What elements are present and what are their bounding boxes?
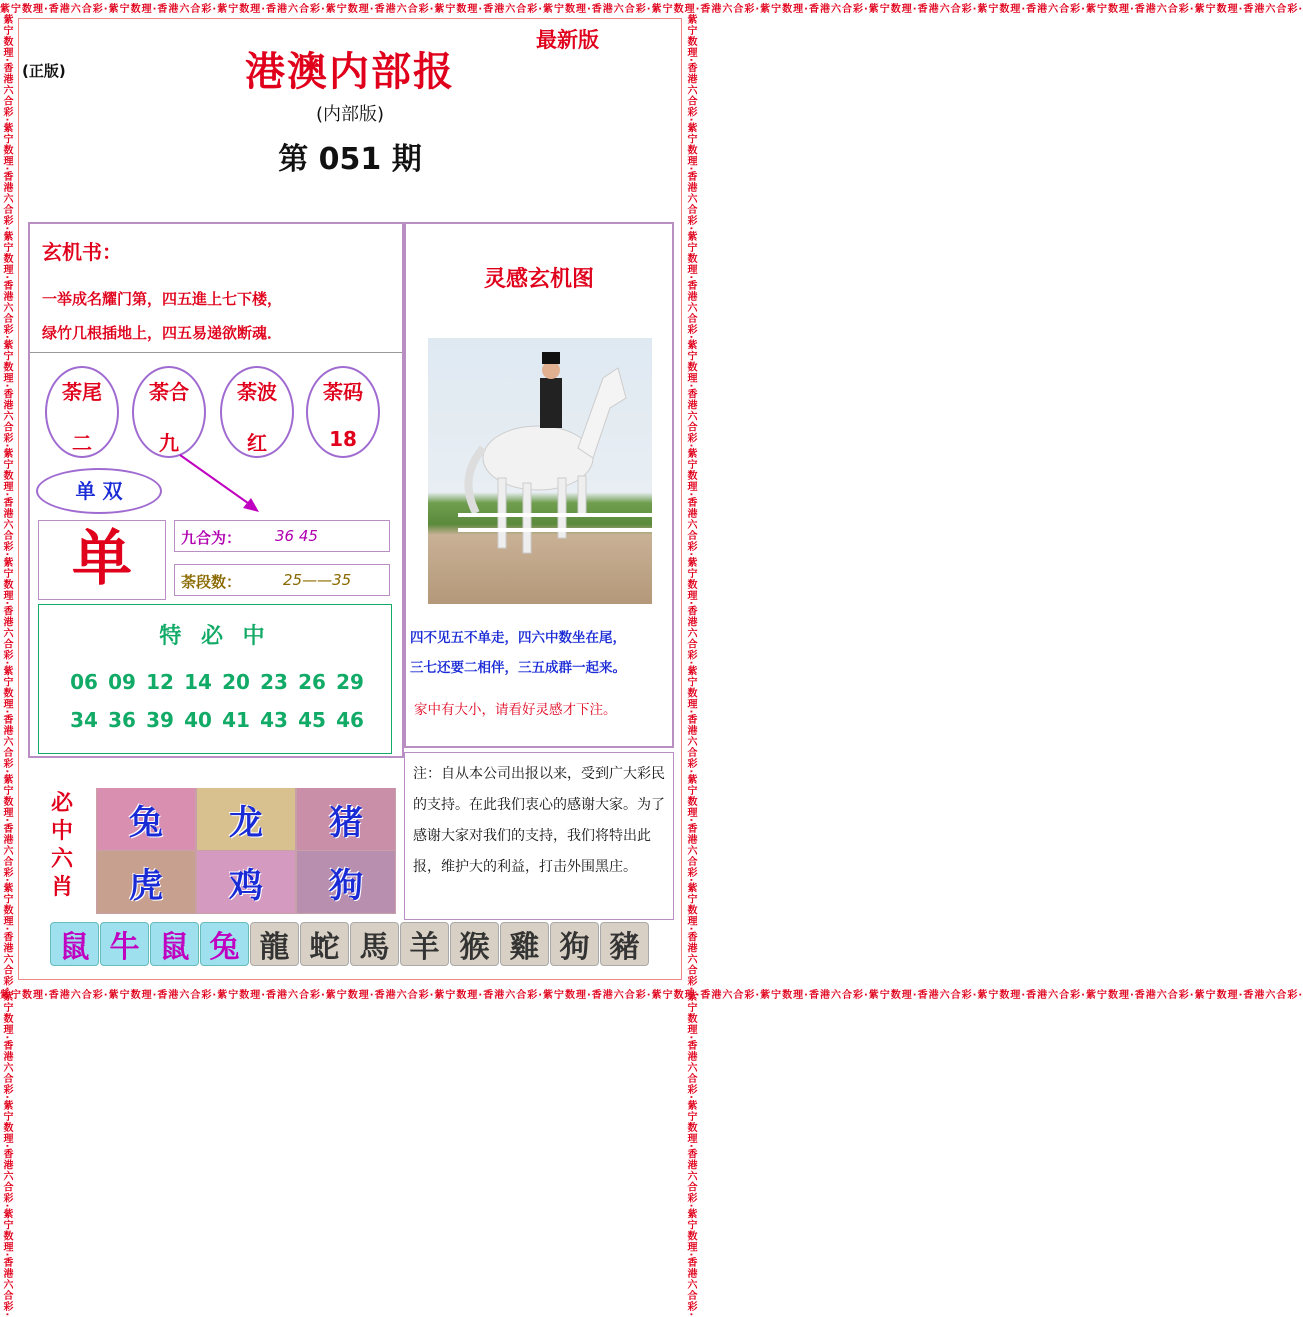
zodiac-animal-cell: 鸡 (197, 851, 295, 913)
border-top-strip: 紫宁数理·香港六合彩·紫宁数理·香港六合彩·紫宁数理·香港六合彩·紫宁数理·香港六合彩·紫宁数理·香港六合彩·紫宁数理·香港六合彩·紫宁数理·香港六合彩·紫宁数理·香港六合彩·紫宁数理·香港六合彩·紫宁数理·香港六合彩·紫宁数理·香港六合彩·紫宁数理·香港六合彩· (0, 4, 1303, 15)
zodiac-bar-cell: 鼠 (150, 922, 199, 966)
special-number: 36 (108, 708, 136, 732)
combo-value: 36 45 (275, 527, 318, 545)
zodiac-bar-cell: 雞 (500, 922, 549, 966)
special-box (38, 604, 392, 754)
combo-label: 九合为： (181, 529, 242, 547)
inspiration-title: 灵感玄机图 (483, 267, 594, 292)
pick-value: 18 (329, 427, 357, 451)
odd-even-oval (36, 468, 162, 514)
page-subtitle: (内部版) (315, 104, 385, 125)
six-zodiac-label-char: 中 (50, 819, 73, 844)
pick-value: 红 (247, 431, 267, 455)
zodiac-bar-cell: 鼠 (50, 922, 99, 966)
pick-oval-code (306, 366, 380, 458)
special-row-2 (39, 708, 391, 732)
six-zodiac-label-char: 肖 (50, 875, 73, 900)
six-zodiac-label-char: 六 (50, 847, 73, 872)
six-zodiac-label (50, 790, 74, 902)
zodiac-bar-cell: 猴 (450, 922, 499, 966)
zodiac-bar-cell: 牛 (100, 922, 149, 966)
horse-photo (428, 338, 652, 604)
zodiac-animal-cell: 狗 (297, 851, 395, 913)
range-label: 荼段数： (181, 573, 242, 591)
pick-value: 九 (159, 431, 179, 455)
special-number: 39 (146, 708, 174, 732)
border-bottom-strip: 紫宁数理·香港六合彩·紫宁数理·香港六合彩·紫宁数理·香港六合彩·紫宁数理·香港六合彩·紫宁数理·香港六合彩·紫宁数理·香港六合彩·紫宁数理·香港六合彩·紫宁数理·香港六合彩·紫宁数理·香港六合彩·紫宁数理·香港六合彩·紫宁数理·香港六合彩·紫宁数理·香港六合彩· (0, 990, 1303, 1001)
zodiac-bar-cell: 豬 (600, 922, 649, 966)
special-number: 41 (222, 708, 250, 732)
zodiac-bar-cell: 馬 (350, 922, 399, 966)
zodiac-bar-cell: 蛇 (300, 922, 349, 966)
pick-oval-combo (132, 366, 206, 458)
special-number: 26 (298, 670, 326, 694)
odd-even-box (38, 520, 166, 600)
special-title: 特 必 中 (159, 624, 271, 649)
special-number: 14 (184, 670, 212, 694)
issue-number: 第 051 期 (278, 142, 422, 177)
inspiration-verse-2: 三七还要二相伴，三五成群一起来。 (410, 660, 626, 676)
special-number: 20 (222, 670, 250, 694)
zodiac-bar (50, 922, 650, 972)
divider (30, 352, 402, 353)
pick-oval-tail (45, 366, 119, 458)
odd-even-label: 单 双 (75, 479, 123, 503)
special-number: 45 (298, 708, 326, 732)
riddle-label: 玄机书： (42, 240, 122, 264)
odd-even-big: 单 (72, 524, 132, 594)
special-number: 23 (260, 670, 288, 694)
zodiac-animal-cell: 虎 (97, 851, 195, 913)
zodiac-animal-cell: 龙 (197, 788, 295, 850)
zodiac-bar-cell: 狗 (550, 922, 599, 966)
pick-value: 二 (72, 431, 92, 455)
range-box (174, 564, 390, 596)
arrow-icon (175, 450, 265, 520)
notice-text: 注：自从本公司出报以来，受到广大彩民的支持。在此我们衷心的感谢大家。为了感谢大家对我们的支持，我们将特出此报，维护大的利益，打击外围黑庄。 (413, 766, 665, 875)
pick-label: 荼码 (323, 380, 363, 404)
special-number: 34 (70, 708, 98, 732)
special-number: 06 (70, 670, 98, 694)
special-number: 12 (146, 670, 174, 694)
page-title: 港澳内部报 (245, 48, 455, 95)
special-number: 43 (260, 708, 288, 732)
six-zodiac-grid (96, 788, 396, 914)
combo-box (174, 520, 390, 552)
border-right-strip: 紫宁数理·香港六合彩·紫宁数理·香港六合彩·紫宁数理·香港六合彩·紫宁数理·香港六合彩·紫宁数理·香港六合彩·紫宁数理·香港六合彩·紫宁数理·香港六合彩·紫宁数理·香港六合彩·紫宁数理·香港六合彩·紫宁数理·香港六合彩·紫宁数理·香港六合彩·紫宁数理·香港六合彩· (685, 14, 696, 1317)
range-value: 25——35 (283, 571, 352, 589)
pick-label: 荼尾 (62, 380, 102, 404)
border-left-strip: 紫宁数理·香港六合彩·紫宁数理·香港六合彩·紫宁数理·香港六合彩·紫宁数理·香港六合彩·紫宁数理·香港六合彩·紫宁数理·香港六合彩·紫宁数理·香港六合彩·紫宁数理·香港六合彩·紫宁数理·香港六合彩·紫宁数理·香港六合彩·紫宁数理·香港六合彩·紫宁数理·香港六合彩· (1, 14, 12, 1317)
special-number: 40 (184, 708, 212, 732)
special-row-1 (39, 670, 391, 694)
zodiac-animal-cell: 猪 (297, 788, 395, 850)
zodiac-bar-cell: 龍 (250, 922, 299, 966)
zodiac-animal-cell: 兔 (97, 788, 195, 850)
edition-right: 最新版 (536, 28, 599, 52)
riddle-line-1: 一举成名耀门第，四五進上七下楼， (42, 290, 283, 308)
horse-rider-icon (428, 338, 652, 604)
special-number: 29 (336, 670, 364, 694)
inspiration-hint: 家中有大小，请看好灵感才下注。 (414, 702, 617, 718)
riddle-line-2: 绿竹几根插地上，四五易递欲断魂． (42, 324, 283, 342)
inspiration-verse-1: 四不见五不单走，四六中数坐在尾， (410, 630, 626, 646)
special-number: 46 (336, 708, 364, 732)
notice-box (404, 752, 674, 920)
six-zodiac-label-char: 必 (50, 791, 73, 816)
edition-left: (正版) (22, 62, 66, 80)
pick-label: 荼合 (149, 380, 189, 404)
special-number: 09 (108, 670, 136, 694)
zodiac-bar-cell: 羊 (400, 922, 449, 966)
pick-oval-wave (220, 366, 294, 458)
zodiac-bar-cell: 兔 (200, 922, 249, 966)
pick-label: 荼波 (237, 380, 277, 404)
